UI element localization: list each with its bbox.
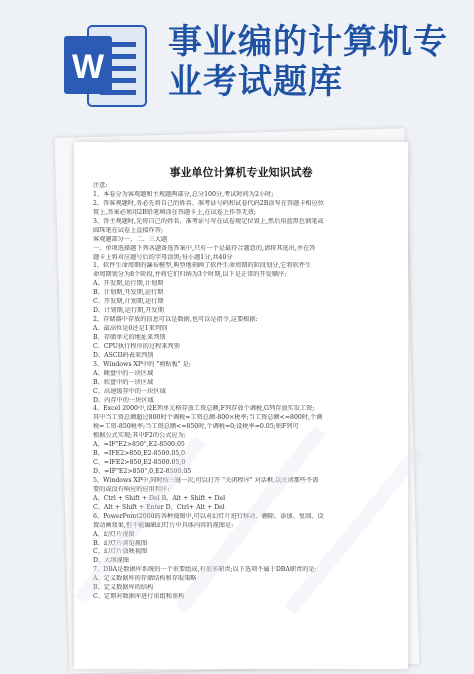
- document-line: B、=IFE2>850,E2-8500.05,0: [93, 450, 186, 458]
- document-line: A、=IF"E2>850",E2-8500.05: [93, 441, 185, 449]
- document-line: B、定义数据库的结构: [93, 584, 154, 592]
- document-line: 1、本卷分为客观题和主观题两部分,总分100分,考试时间为2小时;: [93, 190, 274, 198]
- banner: [0, 0, 474, 130]
- document-line: 其中当工资总额超过800时个调税=工资总额-800×税率;当工资总额<=800时,个调: [93, 414, 323, 422]
- document-line: 注意:: [93, 182, 108, 189]
- document-line: 7、DBA是数据库系统的一个重要组成,有很多职责;以下选项不属于DBA职责的是:: [93, 566, 317, 574]
- document-line: A、开发期,运行期,计划期: [93, 280, 164, 288]
- word-document-icon: [60, 20, 152, 112]
- document-line: A、最高位是0还是1来判别: [93, 325, 168, 332]
- document-line: B、软盘中的一块区域: [93, 378, 154, 386]
- document-line: B、计划期,开发期,运行期: [93, 289, 164, 297]
- document-line: D、大纲视图: [93, 557, 129, 565]
- document-line: 置动画效果,但不能编辑幻灯片中具体内容的视图是:: [93, 521, 234, 529]
- document-line: C、幻灯片放映视图: [93, 548, 148, 556]
- document-line: 要的或没有响应的应用程序:: [93, 485, 170, 493]
- document-line: D、内存中的一块区域: [93, 396, 154, 404]
- document-line: 6、PowerPoint2000的各种视图中,可以对幻灯片进行移动、删除、添加、复制、设: [93, 512, 324, 520]
- document-line: D、计划期,运行期,开发期: [93, 307, 164, 315]
- document-line: C、CPU执行程序的过程来判别: [93, 342, 180, 350]
- document-line: A、幻灯片视图: [93, 530, 135, 538]
- document-line: 5、Windows XP中,同时按三键一次,可以打开 "关闭程序" 对话框,以关闭那些不需: [93, 476, 319, 484]
- document-line: 客观题部分一、二、三大题: [93, 235, 168, 243]
- document-line: 一、单项选择题下列各题备选答案中,只有一个是最符合题意的,请将其选出,并在答: [93, 244, 316, 252]
- document-line: A、定义数据库的存储结构和存取策略: [93, 575, 197, 583]
- document-line: C、Alt + Shift + Enter D、Ctrl+ Alt + Del: [93, 503, 225, 511]
- document-line: C、高速缓存中的一块区域: [93, 387, 166, 395]
- word-logo-letter: W: [71, 48, 105, 86]
- banner-title: [168, 22, 468, 102]
- document-line: 2、存储器中存放的信息可以是数据,也可以是指令,这要根据:: [93, 316, 258, 324]
- document-line: B、存储单元的地址来判别: [93, 333, 166, 341]
- document-line: A、Ctrl + Shift + Del B、Alt + Shift + Del: [93, 494, 226, 502]
- document-line: 命周期划分为8个阶段,并将它们归纳为3个时期,以下是正常的开发顺序:: [93, 271, 287, 279]
- document-line: 税=工资-850税率;当工资总额<=850时,个调税=0;设税率=0.05;则F列可: [93, 423, 299, 431]
- banner-title-line-1: 事业编的计算机专: [168, 22, 448, 62]
- document-line: 圆珠笔在试卷上直接作答;: [93, 226, 164, 234]
- document-line: 4、Excel 2000中,设E列单元格存放工资总额,F列存放个调税,G列存放实发工资;: [93, 405, 315, 413]
- document-line: 3、答主观题时,先将自己的姓名、准考证号写在试卷规定位置上,然后用蓝黑色钢笔或: [93, 217, 324, 225]
- document-line: 1、软件生命周期的瀑布模型,典型地刻画了软件生命周期的阶段划分,它将软件生: [93, 262, 312, 270]
- document-line: C、开发期,计划期,运行期: [93, 298, 164, 306]
- document-line: A、硬盘中的一块区域: [93, 369, 154, 377]
- document-line: D、ASCII码表来判别: [93, 351, 154, 359]
- document-page: [74, 142, 408, 669]
- document-line: 2、答客观题时,务必先将自己的姓名、准考证号码和试卷代码2B涂写在答题卡相应位: [93, 199, 324, 207]
- document-line: D、=IF"E2>850",0,E2-8500.05: [93, 468, 192, 475]
- document-line: C、=IFE2>850,E2-8500.05,0: [93, 459, 186, 467]
- document-line: 题卡上将对应题号后的字母涂黑;每小题1分,共40分: [93, 253, 233, 261]
- document-title: 事业单位计算机专业知识试卷: [169, 166, 313, 179]
- document-line: 置上,答案必须用2B铅笔填涂在答题卡上,在试卷上作答无效;: [93, 208, 257, 216]
- document-line: C、定期对数据库进行重组和重构: [93, 593, 185, 601]
- document-body: [93, 182, 393, 602]
- document-line: B、幻灯片浏览视图: [93, 539, 148, 547]
- document-line: 3、Windows XP中的 "剪贴板" 是:: [93, 360, 191, 368]
- banner-title-line-2: 业考试题库: [168, 62, 343, 102]
- document-line: 根据公式实现;其中F2的公式应为:: [93, 432, 186, 440]
